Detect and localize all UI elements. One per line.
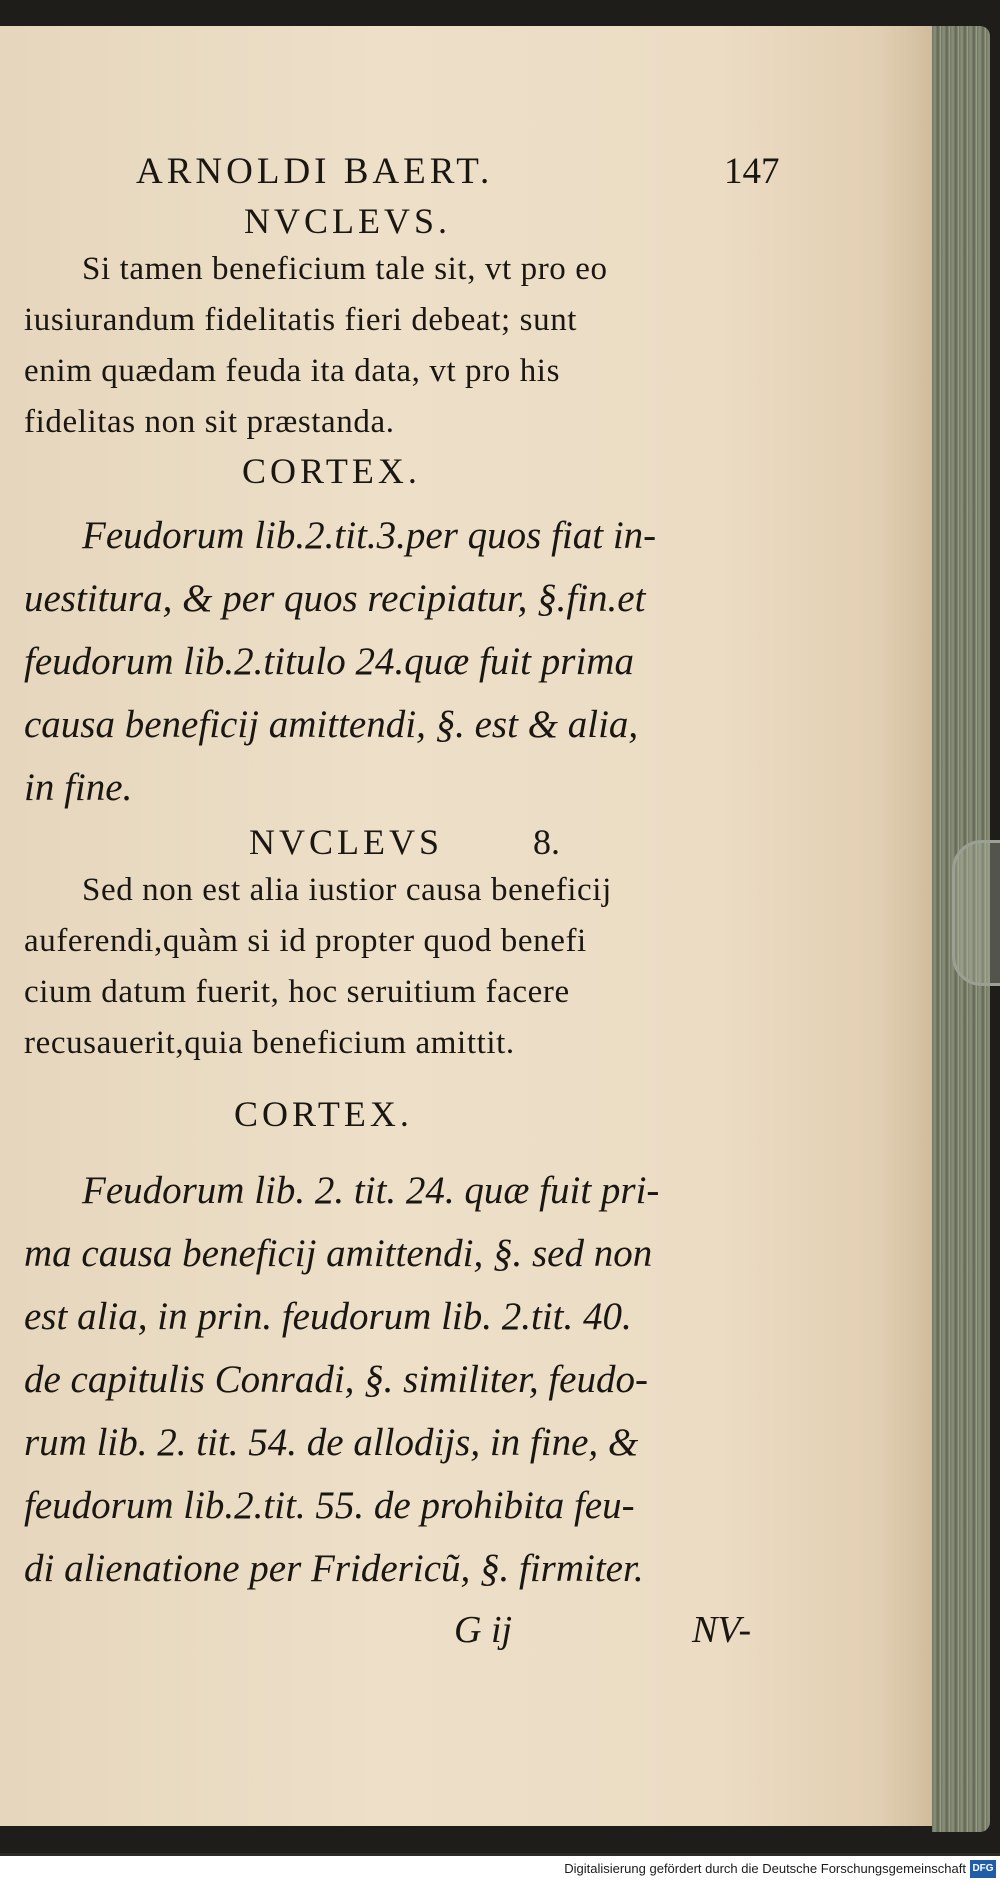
text-line: de capitulis Conradi, §. similiter, feudo- xyxy=(24,1358,648,1401)
text-line: uestitura, & per quos recipiatur, §.fin.et xyxy=(24,577,646,620)
text-line: feudorum lib.2.tit. 55. de prohibita feu- xyxy=(24,1484,635,1527)
text-line: fidelitas non sit præstanda. xyxy=(24,404,395,440)
heading-label: NVCLEVS xyxy=(249,822,444,862)
text-line: cium datum fuerit, hoc seruitium facere xyxy=(24,974,570,1010)
text-line: ma causa beneficij amittendi, §. sed non xyxy=(24,1232,653,1275)
italic-paragraph xyxy=(24,504,794,819)
catchword: NV- xyxy=(692,1609,752,1651)
text-line: recusauerit,quia beneficium amittit. xyxy=(24,1025,515,1061)
section-heading: NVCLEVS. xyxy=(244,201,452,241)
footer-bar xyxy=(0,1856,1000,1883)
italic-paragraph xyxy=(24,1159,794,1600)
text-line: Feudorum lib. 2. tit. 24. quæ fuit pri- xyxy=(82,1169,660,1212)
text-line: feudorum lib.2.titulo 24.quæ fuit prima xyxy=(24,640,634,683)
text-line: iusiurandum fidelitatis fieri debeat; sunt xyxy=(24,302,578,338)
funding-credit: Digitalisierung gefördert durch die Deutsche Forschungsgemeinschaft xyxy=(564,1861,966,1876)
text-line: in fine. xyxy=(24,766,133,809)
text-line: rum lib. 2. tit. 54. de allodijs, in fine, & xyxy=(24,1421,639,1464)
dfg-logo-icon: DFG xyxy=(970,1860,996,1878)
section-heading: CORTEX. xyxy=(234,1094,413,1134)
roman-paragraph xyxy=(24,865,794,1069)
text-line: Si tamen beneficium tale sit, vt pro eo xyxy=(82,251,608,287)
text-line: Sed non est alia iustior causa beneficij xyxy=(82,872,612,908)
section-heading: CORTEX. xyxy=(242,451,421,491)
section-heading xyxy=(24,819,794,865)
roman-paragraph xyxy=(24,244,794,448)
page-number: 147 xyxy=(724,151,780,192)
running-head: ARNOLDI BAERT. xyxy=(136,151,494,192)
text-line: est alia, in prin. feudorum lib. 2.tit. 40. xyxy=(24,1295,632,1338)
text-line: Feudorum lib.2.tit.3.per quos fiat in- xyxy=(82,514,657,557)
text-line: di alienatione per Fridericũ, §. firmiter. xyxy=(24,1547,644,1590)
page-header xyxy=(24,150,794,198)
heading-number: 8. xyxy=(533,822,561,862)
text-line: enim quædam feuda ita data, vt pro his xyxy=(24,353,561,389)
text-line: auferendi,quàm si id propter quod benefi xyxy=(24,923,587,959)
text-line: causa beneficij amittendi, §. est & alia, xyxy=(24,703,639,746)
catchline xyxy=(24,1600,794,1660)
page-text xyxy=(24,150,794,1660)
book-clasp xyxy=(952,840,1000,986)
signature-mark: G ij xyxy=(454,1609,513,1651)
